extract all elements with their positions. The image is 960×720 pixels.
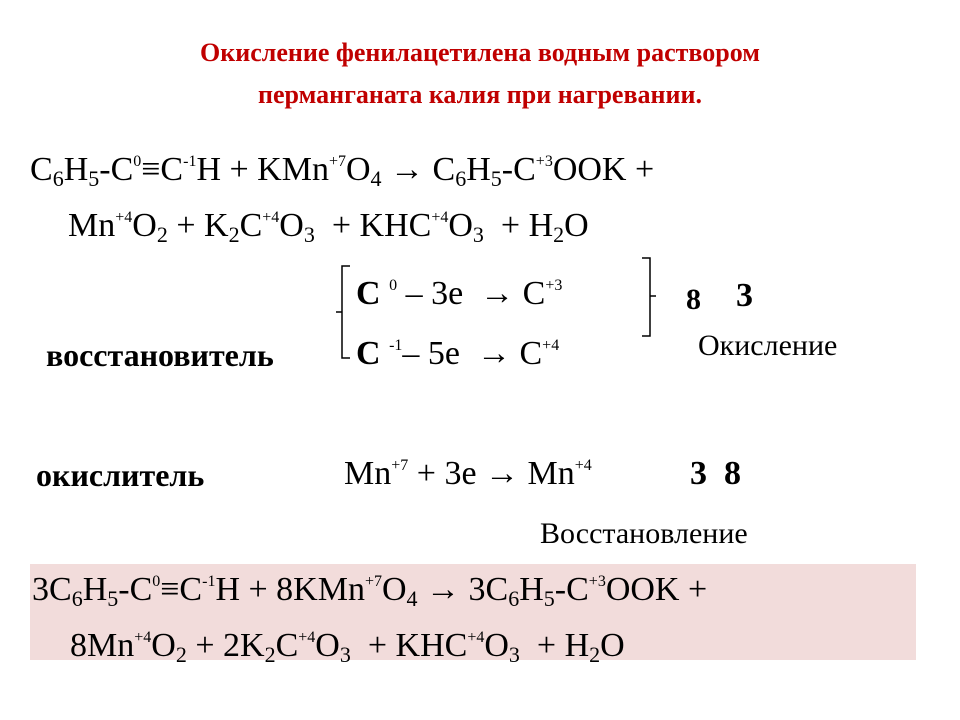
reducer-label: восстановитель [46, 337, 274, 373]
equation1-line1: $C_6H_5-C^0\equiv C^{-1}H + KMn^{+7}O_4 \to C_6H_5-C^{+3}OOK$ + [30, 151, 655, 191]
slide-title-line2: перманганата калия при нагревании. [258, 80, 702, 109]
oxidation-label: Окисление [698, 329, 838, 362]
half-reaction-carbon-2: C $^{-1}$– $5e \to C^{+4}$ [356, 335, 560, 372]
slide-title-line1: Окисление фенилацетилена водным раствором [200, 38, 760, 67]
equation2-line2: $8Mn^{+4}O_2 + 2K_2C^{+4}O_3 + KHC^{+4}O_3 + H_2O$ [70, 627, 625, 667]
half-reaction-carbon-1: C $^0 - 3e \to C^{+3}$ [356, 275, 563, 312]
oxidizer-label: окислитель [36, 457, 205, 493]
half-reaction-manganese: $Mn^{+7} + 3e \to Mn^{+4}$ [344, 455, 592, 492]
coefficient-3: 3 [736, 277, 753, 314]
reduction-label: Восстановление [540, 517, 748, 550]
coefficient-8: 8 [686, 283, 701, 316]
coefficients-3-8: 3 8 [690, 455, 741, 492]
equation2-line1: $3C_6H_5-C^0\equiv C^{-1}H + 8KMn^{+7}O_4 \to 3C_6H_5-C^{+3}OOK$ + [32, 571, 708, 611]
equation1-line2: $Mn^{+4}O_2 + K_2C^{+4}O_3 + KHC^{+4}O_3 + H_2O$ [68, 207, 589, 247]
